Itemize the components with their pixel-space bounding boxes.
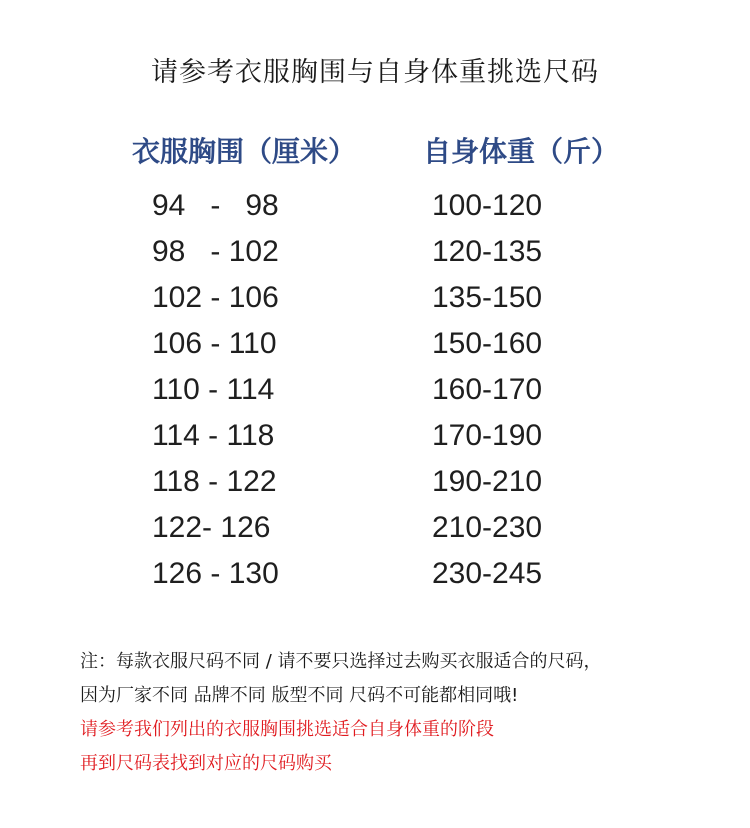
weight-range-cell: 135-150	[432, 281, 543, 314]
chest-range-cell: 98 - 102	[152, 235, 279, 268]
table-row	[0, 186, 750, 232]
weight-range-cell: 100-120	[432, 189, 543, 222]
column-header-weight: 自身体重（斤）	[423, 135, 620, 168]
weight-range-cell: 120-135	[432, 235, 543, 268]
table-row	[0, 232, 750, 278]
note-line-highlight: 请参考我们列出的衣服胸围挑选适合自身体重的阶段	[80, 719, 494, 740]
weight-range-cell: 170-190	[432, 419, 543, 452]
table-row	[0, 416, 750, 462]
chest-range-cell: 126 - 130	[152, 557, 279, 590]
note-line-highlight: 再到尺码表找到对应的尺码购买	[80, 753, 332, 774]
table-row	[0, 462, 750, 508]
table-row	[0, 324, 750, 370]
chest-range-cell: 110 - 114	[152, 373, 275, 406]
chest-range-cell: 114 - 118	[152, 419, 275, 452]
chest-range-cell: 94 - 98	[152, 189, 279, 222]
weight-range-cell: 160-170	[432, 373, 543, 406]
chest-range-cell: 122- 126	[152, 511, 271, 544]
weight-range-cell: 190-210	[432, 465, 543, 498]
chest-range-cell: 106 - 110	[152, 327, 277, 360]
size-table	[0, 186, 750, 600]
table-row	[0, 278, 750, 324]
notes-block	[80, 645, 720, 781]
column-header-chest: 衣服胸围（厘米）	[132, 135, 357, 168]
table-row	[0, 554, 750, 600]
weight-range-cell: 230-245	[432, 557, 543, 590]
table-row	[0, 370, 750, 416]
note-line: 因为厂家不同 品牌不同 版型不同 尺码不可能都相同哦!	[80, 685, 519, 706]
weight-range-cell: 210-230	[432, 511, 543, 544]
page-title: 请参考衣服胸围与自身体重挑选尺码	[151, 57, 599, 88]
chest-range-cell: 118 - 122	[152, 465, 277, 498]
note-line: 注：每款衣服尺码不同 / 请不要只选择过去购买衣服适合的尺码，	[80, 651, 602, 672]
weight-range-cell: 150-160	[432, 327, 543, 360]
chest-range-cell: 102 - 106	[152, 281, 279, 314]
table-row	[0, 508, 750, 554]
